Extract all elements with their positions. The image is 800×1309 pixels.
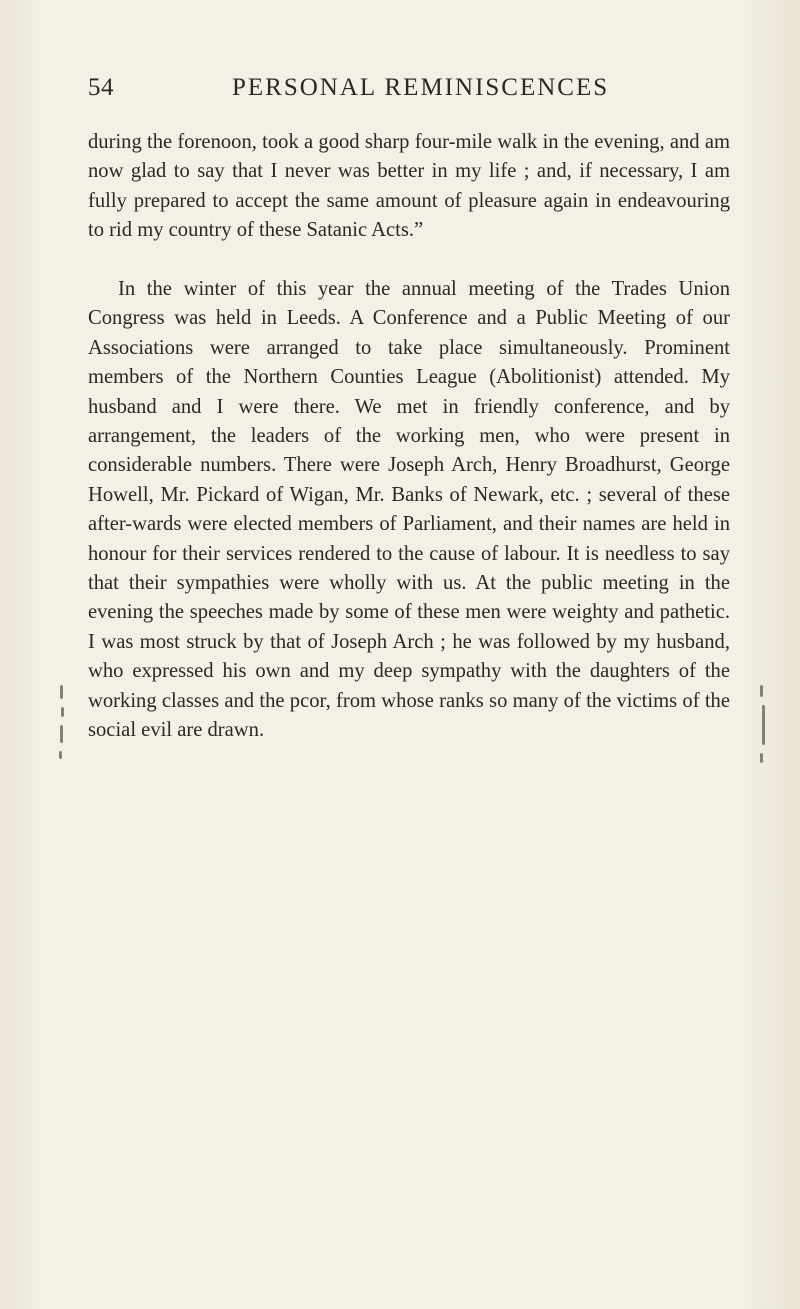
page-number: 54 (88, 74, 114, 101)
paragraph: during the forenoon, took a good sharp four-mile walk in the evening, and am now glad to say that I never was better in my life ; and, if necessary, I am fully prepared to accept the same amount of pleasure again in endeavouring to rid my country of these Satanic Acts.” (88, 131, 730, 242)
margin-ink-marks-right (760, 685, 768, 780)
paragraph: In the winter of this year the annual meeting of the Trades Union Congress was held in Leeds. A Conference and a Public Meeting of our Associations were arranged to take place simultaneously. Prominent members of the Northern Counties League (Abolitionist) attended. My husband and I were there. We met in friendly conference, and by arrangement, the leaders of the working men, who were present in considerable numbers. There were Joseph Arch, Henry Broadhurst, George Howell, Mr. Pickard of Wigan, Mr. Banks of Newark, etc. ; several of these after-wards were elected members of Parliament, and their names are held in honour for their services rendered to the cause of labour. It is needless to say that their sympathies were wholly with us. At the public meeting in the evening the speeches made by some of these men were weighty and pathetic. I was most struck by that of Joseph Arch ; he was followed by my husband, who expressed his own and my deep sympathy with the daughters of the working classes and the pcor, from whose ranks so many of the victims of the social evil are drawn. (88, 278, 730, 742)
margin-ink-marks-left (60, 685, 68, 780)
running-head: PERSONAL REMINISCENCES (232, 74, 610, 101)
page-header (88, 74, 728, 114)
body-text (88, 128, 730, 746)
